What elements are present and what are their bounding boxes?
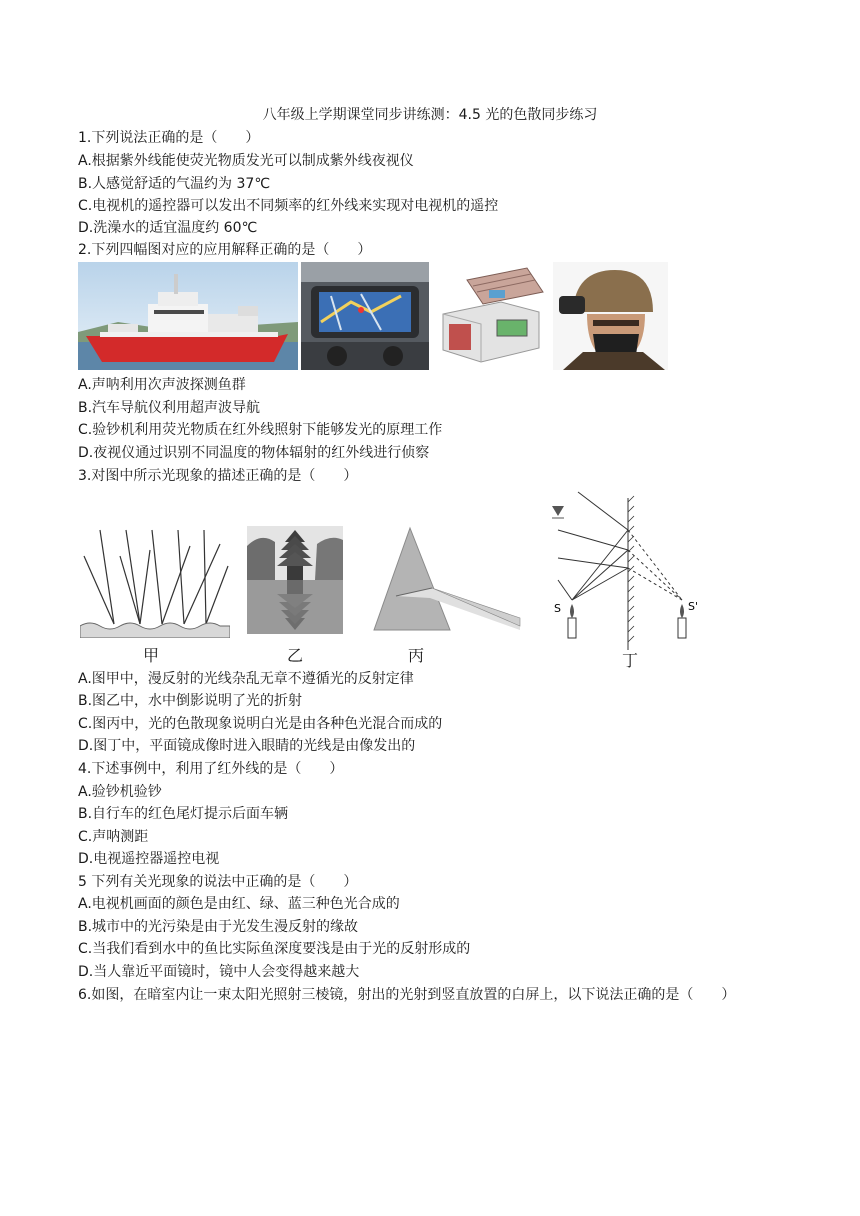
page-title: 八年级上学期课堂同步讲练测：4.5 光的色散同步练习 xyxy=(262,107,598,123)
money-detector-photo xyxy=(431,262,551,370)
figure-label-ding: 丁 xyxy=(622,651,639,670)
q3-option-b: B.图乙中，水中倒影说明了光的折射 xyxy=(78,693,303,709)
q4-option-d: D.电视遥控器遥控电视 xyxy=(78,851,220,867)
pagoda-reflection-photo xyxy=(247,526,343,634)
figure-label-jia: 甲 xyxy=(143,646,160,665)
q4-option-c: C.声呐测距 xyxy=(78,829,149,845)
q6-stem: 6.如图，在暗室内让一束太阳光照射三棱镜，射出的光射到竖直放置的白屏上，以下说法正确的是（ ） xyxy=(78,987,736,1003)
plane-mirror-figure xyxy=(548,490,708,654)
image-label-s-prime: S' xyxy=(688,600,699,613)
q2-option-d: D.夜视仪通过识别不同温度的物体辐射的红外线进行侦察 xyxy=(78,445,430,461)
car-navigation-photo xyxy=(301,262,429,370)
q3-option-a: A.图甲中，漫反射的光线杂乱无章不遵循光的反射定律 xyxy=(78,671,414,687)
q2-option-a: A.声呐利用次声波探测鱼群 xyxy=(78,377,246,393)
source-label-s: S xyxy=(554,602,561,615)
q2-option-c: C.验钞机利用荧光物质在红外线照射下能够发光的原理工作 xyxy=(78,422,443,438)
q2-stem: 2.下列四幅图对应的应用解释正确的是（ ） xyxy=(78,242,372,258)
q2-option-b: B.汽车导航仪利用超声波导航 xyxy=(78,400,261,416)
q5-option-a: A.电视机画面的颜色是由红、绿、蓝三种色光合成的 xyxy=(78,896,400,912)
q4-option-b: B.自行车的红色尾灯提示后面车辆 xyxy=(78,806,289,822)
q4-option-a: A.验钞机验钞 xyxy=(78,784,162,800)
q3-option-d: D.图丁中，平面镜成像时进入眼睛的光线是由像发出的 xyxy=(78,738,416,754)
q1-option-b: B.人感觉舒适的气温约为 37℃ xyxy=(78,176,271,192)
q5-option-d: D.当人靠近平面镜时，镜中人会变得越来越大 xyxy=(78,964,360,980)
q5-stem: 5 下列有关光现象的说法中正确的是（ ） xyxy=(78,874,358,890)
q1-option-a: A.根据紫外线能使荧光物质发光可以制成紫外线夜视仪 xyxy=(78,153,414,169)
diffuse-reflection-figure xyxy=(80,526,230,638)
q1-stem: 1.下列说法正确的是（ ） xyxy=(78,130,260,146)
q5-option-c: C.当我们看到水中的鱼比实际鱼深度要浅是由于光的反射形成的 xyxy=(78,941,471,957)
q1-option-c: C.电视机的遥控器可以发出不同频率的红外线来实现对电视机的遥控 xyxy=(78,198,499,214)
figure-label-yi: 乙 xyxy=(287,646,304,665)
figure-label-bing: 丙 xyxy=(408,646,425,665)
q3-stem: 3.对图中所示光现象的描述正确的是（ ） xyxy=(78,468,358,484)
q1-option-d: D.洗澡水的适宜温度约 60℃ xyxy=(78,220,258,236)
q3-option-c: C.图丙中，光的色散现象说明白光是由各种色光混合而成的 xyxy=(78,716,443,732)
q5-option-b: B.城市中的光污染是由于光发生漫反射的缘故 xyxy=(78,919,359,935)
q4-stem: 4.下述事例中，利用了红外线的是（ ） xyxy=(78,761,344,777)
night-vision-photo xyxy=(553,262,668,370)
prism-dispersion-figure xyxy=(370,526,522,634)
ship-photo xyxy=(78,262,298,370)
